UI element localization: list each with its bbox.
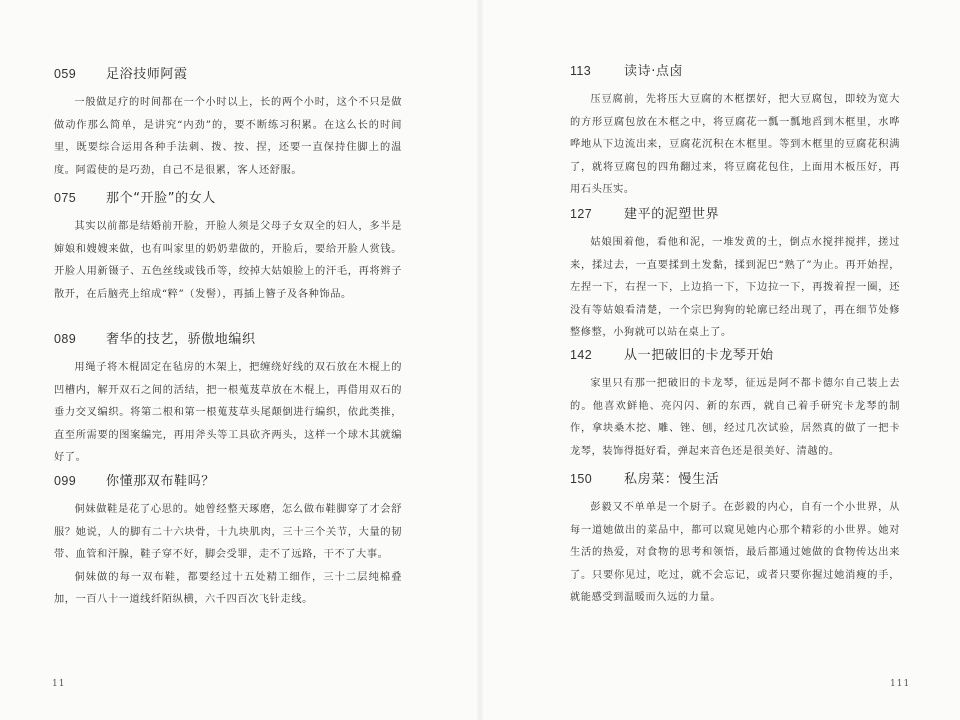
entry-099 (54, 470, 402, 612)
paragraph: 其实以前都是结婚前开脸，开脸人须是父母子女双全的妇人，多半是婶娘和嫂嫂来做，也有叫家里的奶奶辈做的，开脸后，要给开脸人赏钱。开脸人用新镊子、五色丝线或钱币等，绞掉大姑娘脸上的汗毛，再将辫子散开，在后脑壳上绾成“粹”（发髻），再插上簪子及各种饰品。 (54, 221, 402, 300)
paragraph: 侗妹做鞋是花了心思的。她曾经整天琢磨，怎么做布鞋脚穿了才会舒服？她说，人的脚有二十六块骨，十九块肌肉，三十三个关节，大量的韧带、血管和汗腺，鞋子穿不好，脚会受罪，走不了远路，干不了大事。 (54, 504, 402, 560)
entry-number: 099 (54, 474, 77, 488)
entry-title: 从一把破旧的卡龙琴开始 (624, 348, 774, 363)
entry-body (570, 497, 900, 610)
entry-127 (570, 203, 900, 345)
entry-059 (54, 63, 402, 182)
entry-title: 读诗·点卤 (624, 64, 684, 79)
entry-089 (54, 328, 402, 470)
entry-number: 127 (570, 207, 593, 221)
entry-title: 奢华的技艺，骄傲地编织 (106, 332, 256, 347)
paragraph: 用绳子将木棍固定在毡房的木架上，把缠绕好线的双石放在木棍上的凹槽内，解开双石之间的活结，把一根蒐芨草放在木棍上，再借用双石的垂力交叉编织。将第二根和第一根蒐芨草头尾颠倒进行编织，依此类推，直至所需要的图案编完，再用斧头等工具砍齐两头，这样一个球木其就编好了。 (54, 362, 402, 463)
entry-heading (54, 187, 402, 207)
entry-number: 059 (54, 67, 77, 81)
entry-title: 那个“开脸”的女人 (106, 191, 216, 206)
paragraph: 彭毅又不单单是一个厨子。在彭毅的内心，自有一个小世界，从每一道她做出的菜品中，都可以窥见她内心那个精彩的小世界。她对生活的热爱，对食物的思考和领悟，最后都通过她做的食物传达出来了。只要你见过，吃过，就不会忘记，或者只要你握过她消瘦的手，就能感受到温暖而久远的力量。 (570, 502, 900, 603)
entry-body (570, 232, 900, 345)
entry-body (570, 373, 900, 463)
entry-title: 足浴技师阿霞 (106, 67, 188, 82)
paragraph: 压豆腐前，先将压大豆腐的木框摆好，把大豆腐包，即较为宽大的方形豆腐包放在木框之中，将豆腐花一瓢一瓢地舀到木框里，水哗哗地从下边流出来，豆腐花沉积在木框里。等到木框里的豆腐花积满了，就将豆腐包的四角翻过来，将豆腐花包住，上面用木板压好，再用石头压实。 (570, 94, 900, 195)
entry-number: 075 (54, 191, 77, 205)
entry-heading (54, 63, 402, 83)
entry-title: 建平的泥塑世界 (624, 207, 720, 222)
entry-number: 089 (54, 332, 77, 346)
entry-body (54, 92, 402, 182)
entry-body (54, 216, 402, 306)
page-number: 111 (890, 679, 911, 689)
paragraph: 侗妹做的每一双布鞋，都要经过十五处精工细作，三十二层纯棉叠加，一百八十一道线纤陌纵横，六千四百次飞针走线。 (54, 571, 402, 605)
entry-heading (570, 203, 900, 223)
paragraph: 一般做足疗的时间都在一个小时以上，长的两个小时，这个不只是做做动作那么简单，是讲究“内劲”的，要不断练习积累。在这么长的时间里，既要综合运用各种手法刺、拨、按、捏，还要一直保持住脚上的温度。阿霞使的是巧劲，自己不是很累，客人还舒服。 (54, 97, 402, 176)
page-number: 11 (52, 679, 66, 689)
entry-075 (54, 187, 402, 306)
right-page (480, 0, 960, 720)
entry-title: 私房菜：慢生活 (624, 472, 720, 487)
paragraph: 家里只有那一把破旧的卡龙琴，征远是阿不都卡德尔自己装上去的。他喜欢鲜艳、亮闪闪、新的东西，就自己着手研究卡龙琴的制作，拿块桑木挖、雕、锉、刨，经过几次试验，居然真的做了一把卡龙琴，装饰得挺好看，弹起来音色还是很美好、清越的。 (570, 378, 900, 457)
entry-title: 你懂那双布鞋吗？ (106, 474, 215, 489)
paragraph: 姑娘围着他，看他和泥，一堆发黄的土，倒点水搅拌搅拌，搓过来，揉过去，一直要揉到土发黏，揉到泥巴“熟了”为止。再开始捏，左捏一下，右捏一下，上边掐一下，下边拉一下，再拨着捏一圈，还没有等姑娘看清楚，一个宗巴狗狗的轮廓已经出现了，再在细节处修整修整，小狗就可以站在桌上了。 (570, 237, 900, 338)
entry-heading (54, 470, 402, 490)
entry-heading (570, 60, 900, 80)
entry-body (54, 357, 402, 470)
entry-number: 142 (570, 348, 593, 362)
entry-body (570, 89, 900, 202)
entry-heading (570, 344, 900, 364)
entry-150 (570, 468, 900, 610)
entry-142 (570, 344, 900, 463)
entry-body (54, 499, 402, 612)
entry-number: 113 (570, 64, 592, 78)
entry-heading (570, 468, 900, 488)
entry-heading (54, 328, 402, 348)
entry-113 (570, 60, 900, 202)
entry-number: 150 (570, 472, 593, 486)
